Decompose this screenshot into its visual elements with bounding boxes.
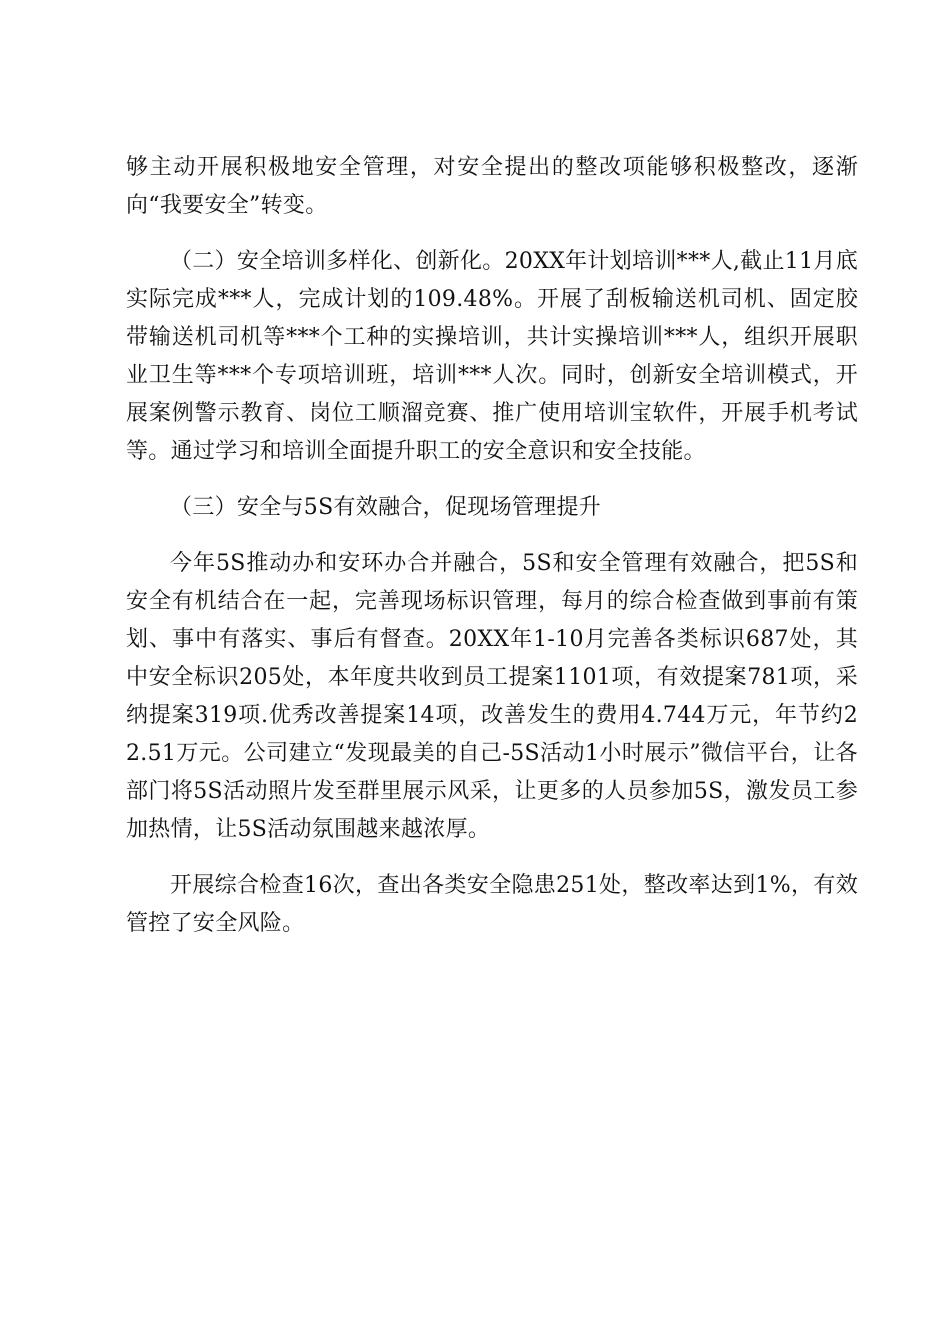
paragraph-continuation: 够主动开展积极地安全管理，对安全提出的整改项能够积极整改，逐渐向“我要安全”转变。	[126, 155, 858, 218]
paragraph-5s-management: 今年5S推动办和安环办合并融合，5S和安全管理有效融合，把5S和安全有机结合在一起，完善现场标识管理，每月的综合检查做到事前有策划、事中有落实、事后有督查。20XX年1-10月完善各类标识687处，其中安全标识205处，本年度共收到员工提案1101项，有效提案781项，采纳提案319项.优秀改善提案14项，改善发生的费用4.744万元，年节约22.51万元。公司建立“发现最美的自己-5S活动1小时展示”微信平台，让各部门将5S活动照片发至群里展示风采，让更多的人员参加5S，激发员工参加热情，让5S活动氛围越来越浓厚。	[126, 551, 858, 842]
section-heading-5s-integration: （三）安全与5S有效融合，促现场管理提升	[170, 495, 602, 520]
document-body	[126, 149, 858, 961]
paragraph-safety-training: （二）安全培训多样化、创新化。20XX年计划培训***人,截止11月底实际完成***人，完成计划的109.48%。开展了刮板输送机司机、固定胶带输送机司机等***个工种的实操培训，共计实操培训***人，组织开展职业卫生等***个专项培训班，培训***人次。同时，创新安全培训模式，开展案例警示教育、岗位工顺溜竞赛、推广使用培训宝软件，开展手机考试等。通过学习和培训全面提升职工的安全意识和安全技能。	[126, 249, 858, 464]
paragraph-inspection-results: 开展综合检查16次，查出各类安全隐患251处，整改率达到1%，有效管控了安全风险。	[126, 873, 858, 936]
